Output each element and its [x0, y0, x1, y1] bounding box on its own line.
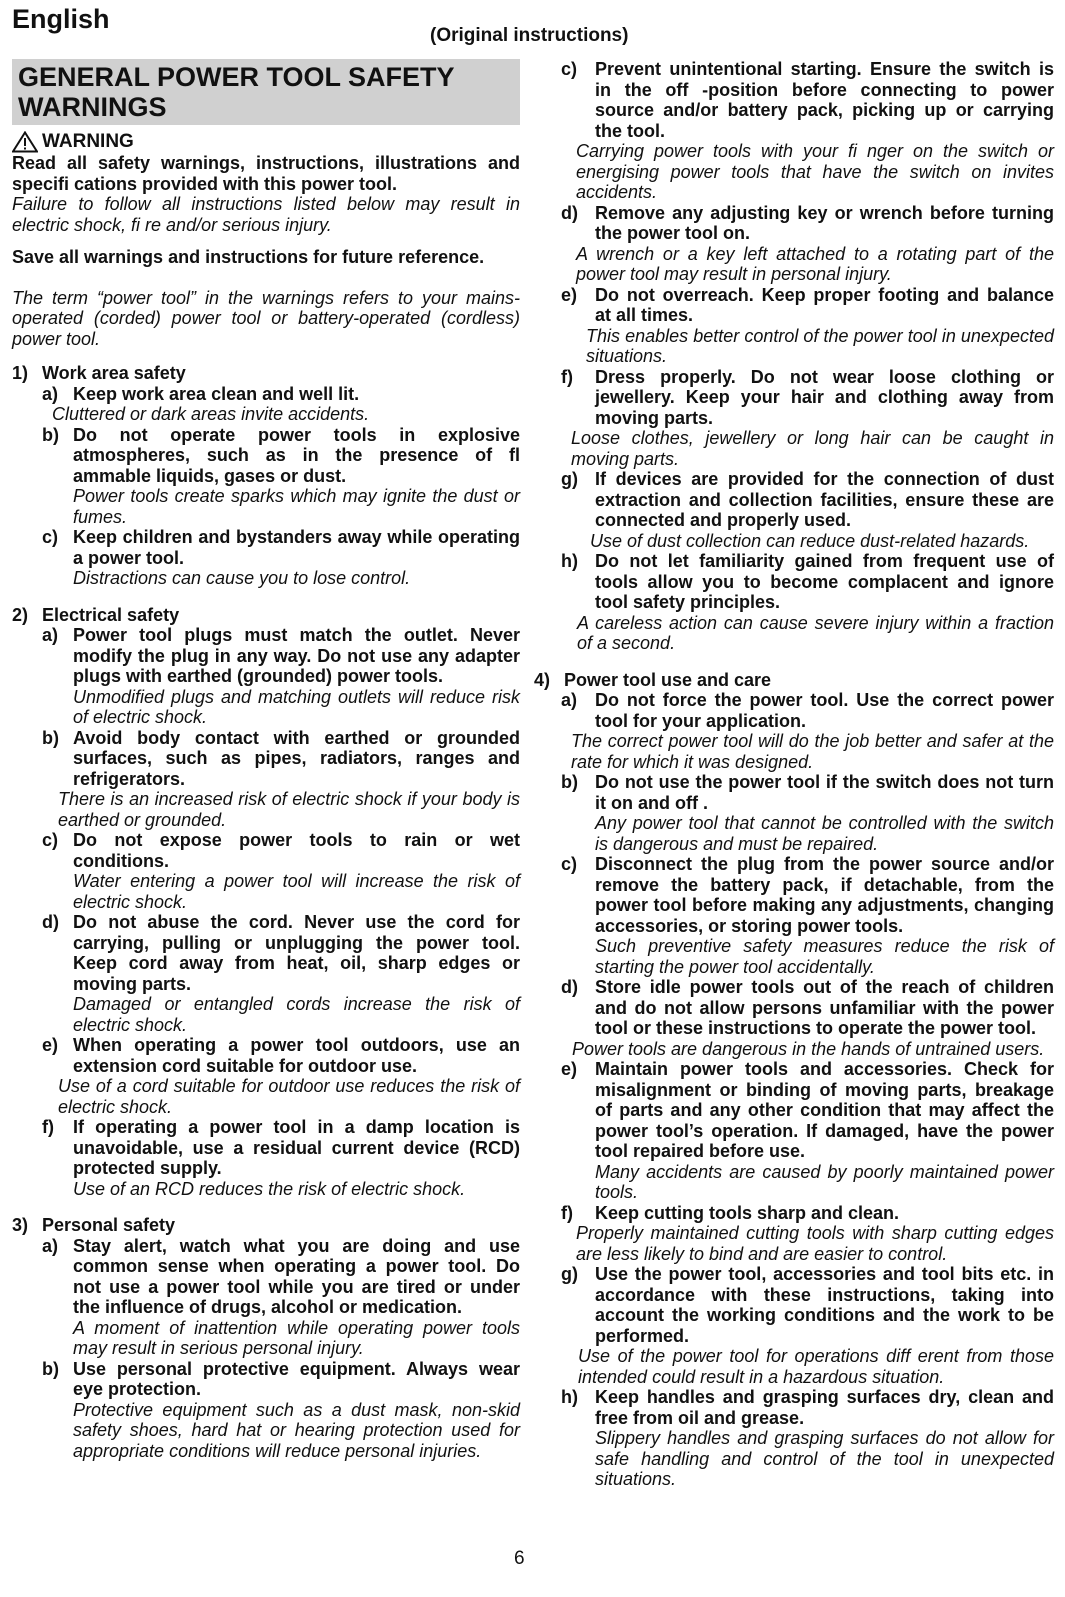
section-power-tool-use-and-care — [534, 670, 1054, 691]
item-description: The correct power tool will do the job better and safer at the rate for which it was designed. — [571, 731, 1054, 772]
item-text: Do not expose power tools to rain or wet conditions. — [73, 830, 520, 871]
list-item — [544, 203, 1054, 244]
language-label: English — [12, 4, 110, 34]
left-column — [12, 59, 520, 1461]
list-item — [12, 912, 520, 994]
item-text: Do not abuse the cord. Never use the cord for carrying, pulling or unplugging the power tool. Keep cord away from heat, oil, sharp edges or moving parts. — [73, 912, 520, 994]
item-description: Use of a cord suitable for outdoor use reduces the risk of electric shock. — [58, 1076, 520, 1117]
section-number: 4) — [534, 669, 551, 690]
item-label: c) — [42, 527, 59, 547]
warning-triangle-icon — [12, 131, 38, 153]
item-label: h) — [561, 1387, 578, 1407]
item-description: Any power tool that cannot be controlled with the switch is dangerous and must be repaired. — [595, 813, 1054, 854]
item-description: Unmodified plugs and matching outlets will reduce risk of electric shock. — [73, 686, 520, 727]
list-item — [12, 830, 520, 871]
item-label: b) — [561, 772, 578, 792]
list-item — [12, 1359, 520, 1400]
item-description: A moment of inattention while operating power tools may result in serious personal injury. — [73, 1317, 520, 1358]
item-text: Store idle power tools out of the reach of children and do not allow persons unfamiliar with the power tool or these instructions to operate the power tool. — [595, 977, 1054, 1038]
item-text: Disconnect the plug from the power source and/or remove the battery pack, if detachable, from the power tool before making any adjustments, changing accessories, or storing power tools. — [595, 854, 1054, 936]
item-text: Maintain power tools and accessories. Check for misalignment or binding of moving parts, breakage of parts and any other condition that may affect the power tool’s operation. If damaged, have the power tool repaired before use. — [595, 1059, 1054, 1161]
item-text: Stay alert, watch what you are doing and use common sense when operating a power tool. Do not use a power tool while you are tired or under the influence of drugs, alcohol or medication. — [73, 1235, 520, 1317]
item-description: Water entering a power tool will increase the risk of electric shock. — [73, 871, 520, 912]
list-item — [12, 527, 520, 568]
item-label: d) — [561, 202, 578, 223]
original-instructions-label: (Original instructions) — [430, 25, 629, 46]
item-description: Protective equipment such as a dust mask, non-skid safety shoes, hard hat or hearing protection used for appropriate conditions will reduce personal injuries. — [73, 1399, 520, 1461]
item-description: Carrying power tools with your fi nger on the switch or energising power tools that have the switch on invites accidents. — [576, 141, 1054, 202]
item-description: This enables better control of the power tool in unexpected situations. — [586, 325, 1054, 366]
item-text: Do not force the power tool. Use the correct power tool for your application. — [595, 690, 1054, 731]
item-text: Keep work area clean and well lit. — [73, 383, 360, 404]
power-tool-term-text: The term “power tool” in the warnings refers to your mains-operated (corded) power tool or battery-operated (cordless) power tool. — [12, 287, 520, 349]
item-text: Do not overreach. Keep proper footing and balance at all times. — [595, 284, 1054, 325]
list-item — [12, 1035, 520, 1076]
item-description: Use of an RCD reduces the risk of electric shock. — [73, 1178, 466, 1199]
section-number: 1) — [12, 363, 29, 383]
item-label: g) — [561, 469, 578, 489]
list-item — [544, 690, 1054, 731]
item-label: e) — [561, 1059, 578, 1079]
list-item — [544, 551, 1054, 613]
item-label: c) — [42, 830, 59, 850]
item-description: Use of the power tool for operations diff erent from those intended could result in a hazardous situation. — [578, 1346, 1054, 1387]
list-item — [544, 977, 1054, 1039]
item-description: Slippery handles and grasping surfaces do not allow for safe handling and control of the tool in unexpected situations. — [595, 1428, 1054, 1489]
item-label: f) — [561, 1202, 573, 1223]
item-description: A wrench or a key left attached to a rotating part of the power tool may result in personal injury. — [576, 243, 1054, 284]
page-title: GENERAL POWER TOOL SAFETY WARNINGS — [12, 59, 520, 125]
section-title: Electrical safety — [42, 604, 180, 625]
list-item — [544, 854, 1054, 936]
section-work-area-safety — [12, 363, 520, 384]
item-description: Properly maintained cutting tools with sharp cutting edges are less likely to bind and are easier to control. — [576, 1223, 1054, 1264]
item-description: Power tools are dangerous in the hands of untrained users. — [572, 1038, 1045, 1059]
item-description: Such preventive safety measures reduce the risk of starting the power tool accidentally. — [595, 936, 1054, 977]
item-text: Do not use the power tool if the switch does not turn it on and off . — [595, 772, 1054, 813]
item-text: Prevent unintentional starting. Ensure the switch is in the off -position before connecting to power source and/or battery pack, picking up or carrying the tool. — [595, 59, 1054, 141]
item-description: Damaged or entangled cords increase the risk of electric shock. — [73, 994, 520, 1035]
list-item — [12, 384, 520, 405]
item-label: f) — [561, 366, 573, 387]
item-description: Cluttered or dark areas invite accidents. — [52, 404, 370, 424]
item-text: Remove any adjusting key or wrench before turning the power tool on. — [595, 202, 1054, 243]
item-description: Many accidents are caused by poorly maintained power tools. — [595, 1161, 1054, 1202]
save-warnings-text: Save all warnings and instructions for future reference. — [12, 247, 485, 267]
list-item — [12, 425, 520, 487]
item-label: d) — [561, 977, 578, 997]
list-item — [12, 1236, 520, 1318]
item-text: Avoid body contact with earthed or grounded surfaces, such as pipes, radiators, ranges and refrigerators. — [73, 727, 520, 789]
section-electrical-safety — [12, 605, 520, 626]
item-description: There is an increased risk of electric shock if your body is earthed or grounded. — [58, 789, 520, 830]
item-label: e) — [42, 1035, 59, 1055]
item-label: a) — [42, 625, 59, 645]
item-label: a) — [561, 690, 578, 710]
list-item — [544, 1203, 1054, 1224]
warning-read-all: Read all safety warnings, instructions, illustrations and specifi cations provided with this power tool. — [12, 153, 520, 194]
list-item — [12, 728, 520, 790]
item-label: d) — [42, 912, 59, 932]
item-label: e) — [561, 284, 578, 305]
page-number: 6 — [514, 1548, 525, 1569]
list-item — [544, 469, 1054, 531]
item-description: Use of dust collection can reduce dust-related hazards. — [590, 530, 1030, 551]
item-label: c) — [561, 854, 578, 874]
item-label: g) — [561, 1264, 578, 1284]
item-label: h) — [561, 551, 578, 571]
list-item — [544, 1264, 1054, 1346]
list-item — [544, 1059, 1054, 1162]
item-text: Do not operate power tools in explosive atmospheres, such as in the presence of fl ammable liquids, gases or dust. — [73, 424, 520, 486]
item-label: b) — [42, 1358, 59, 1379]
item-label: c) — [561, 59, 578, 79]
section-number: 3) — [12, 1215, 29, 1235]
item-description: Power tools create sparks which may ignite the dust or fumes. — [73, 486, 520, 527]
list-item — [544, 1387, 1054, 1428]
list-item — [544, 285, 1054, 326]
list-item — [544, 367, 1054, 429]
item-label: a) — [42, 1235, 59, 1256]
section-personal-safety — [12, 1215, 520, 1236]
item-description: A careless action can cause severe injury within a fraction of a second. — [577, 612, 1054, 653]
item-text: If devices are provided for the connection of dust extraction and collection facilities, ensure these are connected and properly used. — [595, 469, 1054, 530]
item-text: Keep handles and grasping surfaces dry, clean and free from oil and grease. — [595, 1387, 1054, 1428]
item-text: When operating a power tool outdoors, use an extension cord suitable for outdoor use. — [73, 1035, 520, 1076]
item-label: b) — [42, 727, 59, 748]
section-title: Work area safety — [42, 363, 186, 383]
list-item — [12, 1117, 520, 1179]
section-number: 2) — [12, 604, 29, 625]
item-text: Power tool plugs must match the outlet. Never modify the plug in any way. Do not use any adapter plugs with earthed (grounded) power tools. — [73, 625, 520, 686]
item-text: Dress properly. Do not wear loose clothing or jewellery. Keep your hair and clothing away from moving parts. — [595, 366, 1054, 428]
warning-heading — [12, 131, 520, 153]
item-description: Loose clothes, jewellery or long hair can be caught in moving parts. — [571, 428, 1054, 469]
warning-failure-text: Failure to follow all instructions listed below may result in electric shock, fi re and/or serious injury. — [12, 194, 520, 235]
list-item — [544, 59, 1054, 141]
item-text: Use the power tool, accessories and tool bits etc. in accordance with these instructions, taking into account the working conditions and the work to be performed. — [595, 1264, 1054, 1346]
section-title: Power tool use and care — [564, 669, 772, 690]
right-column — [534, 59, 1054, 1490]
list-item — [12, 625, 520, 687]
item-text: Use personal protective equipment. Always wear eye protection. — [73, 1358, 520, 1399]
item-description: Distractions can cause you to lose control. — [73, 568, 411, 588]
section-title: Personal safety — [42, 1215, 176, 1235]
list-item — [544, 772, 1054, 813]
warning-label: WARNING — [42, 130, 134, 152]
item-label: f) — [42, 1117, 54, 1137]
item-text: Keep cutting tools sharp and clean. — [595, 1202, 900, 1223]
item-label: b) — [42, 424, 59, 445]
item-text: Keep children and bystanders away while operating a power tool. — [73, 527, 520, 568]
item-label: a) — [42, 383, 59, 404]
item-text: Do not let familiarity gained from frequent use of tools allow you to become complacent and ignore tool safety principles. — [595, 551, 1054, 612]
item-text: If operating a power tool in a damp location is unavoidable, use a residual current device (RCD) protected supply. — [73, 1117, 520, 1178]
